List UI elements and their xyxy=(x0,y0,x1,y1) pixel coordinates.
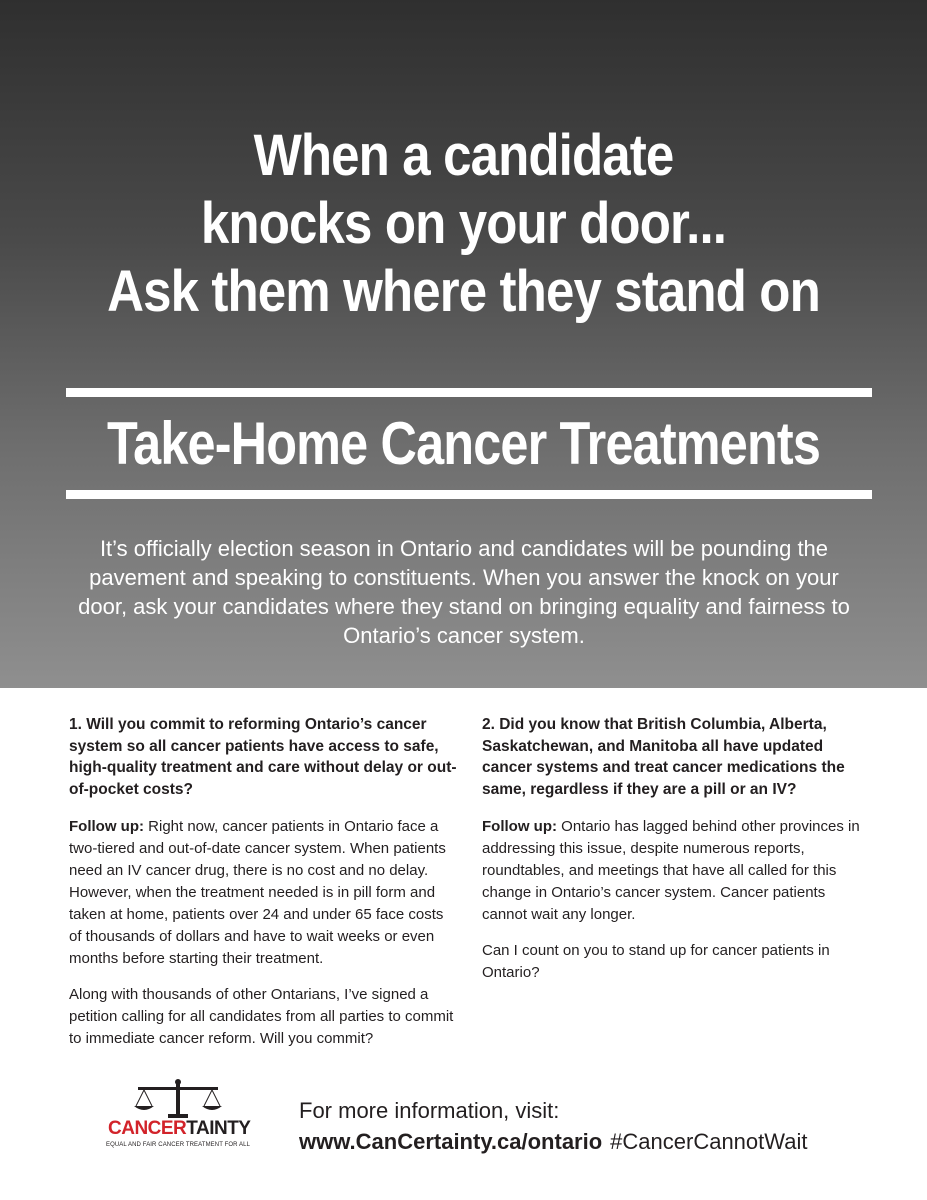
footer-info xyxy=(299,1096,807,1158)
footer-more-info: For more information, visit: xyxy=(299,1098,560,1123)
question-2-column xyxy=(482,714,862,998)
follow-up-2-label: Follow up: xyxy=(482,818,557,835)
scales-of-justice-icon xyxy=(128,1078,228,1122)
footer-links xyxy=(299,1126,807,1158)
follow-up-1-label: Follow up: xyxy=(69,818,144,835)
logo-wordmark xyxy=(108,1118,251,1140)
logo-tagline: EQUAL AND FAIR CANCER TREATMENT FOR ALL xyxy=(105,1142,251,1148)
petition-paragraph: Along with thousands of other Ontarians, I’ve signed a petition calling for all candidates from all parties to commit to immediate cancer reform. Will you commit? xyxy=(69,986,454,1047)
topic-title: Take-Home Cancer Treatments xyxy=(106,410,821,477)
hashtag: #CancerCannotWait xyxy=(610,1129,808,1154)
follow-up-2 xyxy=(482,816,862,926)
top-divider xyxy=(66,388,872,397)
cancertainty-logo xyxy=(105,1078,251,1158)
follow-up-1-text: Right now, cancer patients in Ontario face a two-tiered and out-of-date cancer system. When patients need an IV cancer drug, there is no cost and no delay. However, when the treatment needed is in pill form and taken at home, patients over 24 and under 65 face costs of thousands of dollars and have to wait weeks or even months before starting their treatment. xyxy=(69,818,446,967)
question-1-column xyxy=(69,714,459,1064)
headline-line-3: Ask them where they stand on xyxy=(107,259,820,324)
website-link[interactable]: www.CanCertainty.ca/ontario xyxy=(299,1129,603,1154)
headline-line-1: When a candidate xyxy=(253,123,674,188)
intro-paragraph: It’s officially election season in Ontario and candidates will be pounding the pavement and speaking to constituents. When you answer the knock on your door, ask your candidates where they stand on bringing equality and fairness to Ontario’s cancer system. xyxy=(78,536,850,648)
follow-up-1 xyxy=(69,816,459,970)
headline xyxy=(56,122,872,326)
headline-line-2: knocks on your door... xyxy=(200,191,727,256)
logo-word-dark: TAINTY xyxy=(186,1118,251,1139)
question-1: 1. Will you commit to reforming Ontario’s cancer system so all cancer patients have access to safe, high-quality treatment and care without delay or out-of-pocket costs? xyxy=(69,716,457,798)
question-2: 2. Did you know that British Columbia, Alberta, Saskatchewan, and Manitoba all have updated cancer systems and treat cancer medications the same, regardless if they are a pill or an IV? xyxy=(482,716,845,798)
count-on-you-paragraph: Can I count on you to stand up for cancer patients in Ontario? xyxy=(482,942,830,981)
bottom-divider xyxy=(66,490,872,499)
logo-word-red: CANCER xyxy=(108,1118,187,1139)
follow-up-2-text: Ontario has lagged behind other provinces in addressing this issue, despite numerous reports, roundtables, and meetings that have all called for this change in Ontario’s cancer system. Cancer patients cannot wait any longer. xyxy=(482,818,860,923)
